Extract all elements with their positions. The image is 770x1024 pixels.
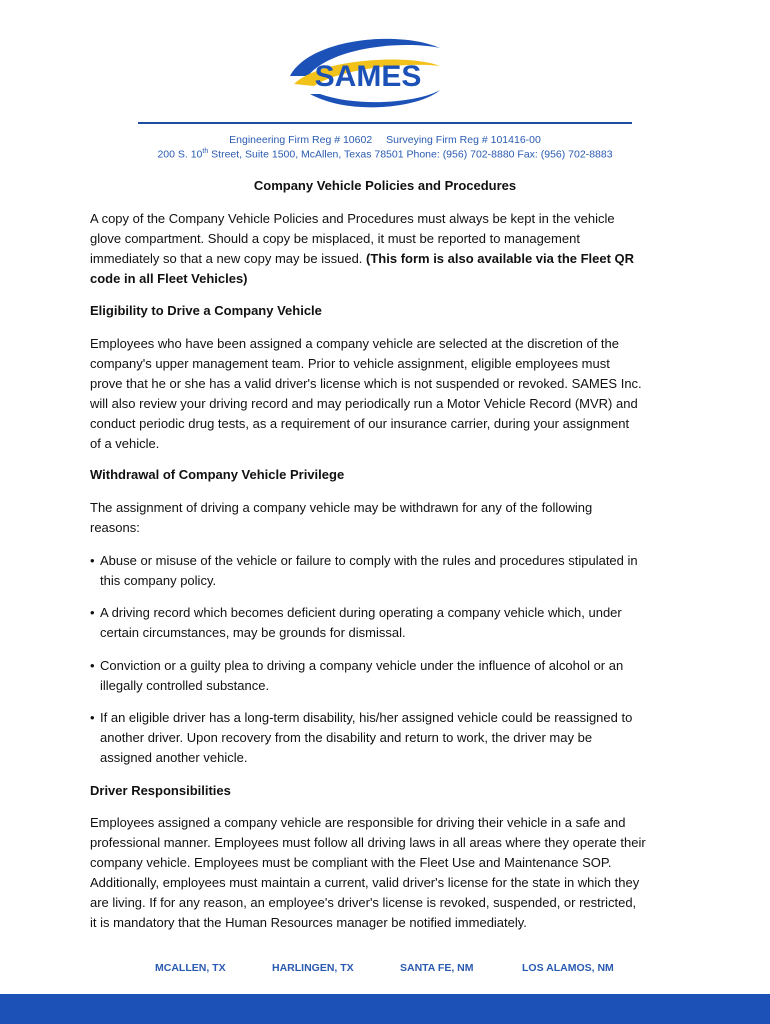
list-item bbox=[90, 708, 690, 768]
address-sup: th bbox=[202, 148, 209, 155]
footer-location-mcallen: MCALLEN, TX bbox=[155, 962, 226, 974]
list-item bbox=[90, 603, 690, 643]
text-line bbox=[90, 269, 690, 289]
text-line: If an eligible driver has a long-term disability, his/her assigned vehicle could be reassigned to bbox=[100, 710, 633, 725]
text-line: conduct periodic drug tests, as a requirement of our insurance carrier, during your assignment bbox=[90, 416, 630, 431]
text-line: will also review your driving record and may periodically run a Motor Vehicle Record (MVR) and bbox=[90, 396, 638, 411]
list-item bbox=[90, 551, 690, 591]
text-line: A copy of the Company Vehicle Policies and Procedures must always be kept in the vehicle bbox=[90, 211, 615, 226]
text-line: Additionally, employees must maintain a current, valid driver's license for the state in which they bbox=[90, 875, 640, 890]
text-line: A driving record which becomes deficient during operating a company vehicle which, under bbox=[100, 605, 622, 620]
text-line bbox=[90, 249, 690, 269]
eligibility-paragraph bbox=[90, 334, 690, 454]
registration-line bbox=[0, 134, 770, 146]
header-divider bbox=[138, 122, 632, 124]
text-line: company vehicle. Employees must be compliant with the Fleet Use and Maintenance SOP. bbox=[90, 855, 612, 870]
bullet-marker: • bbox=[90, 710, 95, 725]
text-line: reasons: bbox=[90, 520, 140, 535]
text-line: The assignment of driving a company vehicle may be withdrawn for any of the following bbox=[90, 500, 593, 515]
text-line: Employees who have been assigned a company vehicle are selected at the discretion of the bbox=[90, 336, 619, 351]
footer-location-santa-fe: SANTA FE, NM bbox=[400, 962, 474, 974]
engineering-reg: Engineering Firm Reg # 10602 bbox=[229, 134, 373, 146]
text-line: prove that he or she has a valid driver's license which is not suspended or revoked. SAMES Inc. bbox=[90, 376, 642, 391]
footer-bar bbox=[0, 994, 770, 1024]
logo-swoosh-graphic bbox=[280, 28, 450, 124]
withdrawal-paragraph bbox=[90, 498, 690, 538]
text-line: it is mandatory that the Human Resources manager be notified immediately. bbox=[90, 915, 527, 930]
text-line: of a vehicle. bbox=[90, 436, 160, 451]
surveying-reg: Surveying Firm Reg # 101416-00 bbox=[386, 134, 541, 146]
bullet-marker: • bbox=[90, 605, 95, 620]
text-line: Employees assigned a company vehicle are responsible for driving their vehicle in a safe and bbox=[90, 815, 626, 830]
text-line: illegally controlled substance. bbox=[100, 678, 270, 693]
intro-bold-text: code in all Fleet Vehicles) bbox=[90, 271, 248, 286]
footer-location-harlingen: HARLINGEN, TX bbox=[272, 962, 354, 974]
responsibilities-heading: Driver Responsibilities bbox=[90, 783, 231, 798]
intro-plain-text: immediately so that a new copy may be issued. bbox=[90, 251, 367, 266]
document-title: Company Vehicle Policies and Procedures bbox=[253, 178, 517, 193]
text-line: assigned another vehicle. bbox=[100, 750, 248, 765]
text-line: Conviction or a guilty plea to driving a company vehicle under the influence of alcohol or an bbox=[100, 658, 624, 673]
responsibilities-paragraph bbox=[90, 813, 690, 933]
text-line: this company policy. bbox=[100, 573, 217, 588]
bullet-marker: • bbox=[90, 553, 95, 568]
address-line bbox=[0, 148, 770, 161]
company-logo bbox=[280, 28, 450, 124]
intro-bold-text: (This form is also available via the Fleet QR bbox=[366, 251, 635, 266]
text-line: certain circumstances, may be grounds for dismissal. bbox=[100, 625, 406, 640]
intro-paragraph bbox=[90, 209, 690, 289]
text-line: another driver. Upon recovery from the disability and return to work, the driver may be bbox=[100, 730, 593, 745]
footer-location-los-alamos: LOS ALAMOS, NM bbox=[522, 962, 614, 974]
text-line: Abuse or misuse of the vehicle or failure to comply with the rules and procedures stipulated in bbox=[100, 553, 638, 568]
bullet-marker: • bbox=[90, 658, 95, 673]
address-prefix: 200 S. 10 bbox=[157, 148, 203, 161]
list-item bbox=[90, 656, 690, 696]
address-rest: Street, Suite 1500, McAllen, Texas 78501 Phone: (956) 702-8880 Fax: (956) 702-8883 bbox=[208, 148, 613, 161]
text-line: glove compartment. Should a copy be misplaced, it must be reported to management bbox=[90, 231, 580, 246]
logo-text: SAMES bbox=[314, 60, 422, 93]
text-line: company's upper management team. Prior to vehicle assignment, eligible employees must bbox=[90, 356, 610, 371]
withdrawal-heading: Withdrawal of Company Vehicle Privilege bbox=[90, 467, 345, 482]
eligibility-heading: Eligibility to Drive a Company Vehicle bbox=[90, 303, 322, 318]
text-line: professional manner. Employees must follow all driving laws in all areas where they operate their bbox=[90, 835, 646, 850]
text-line: are living. If for any reason, an employee's driver's license is revoked, suspended, or restricted, bbox=[90, 895, 637, 910]
